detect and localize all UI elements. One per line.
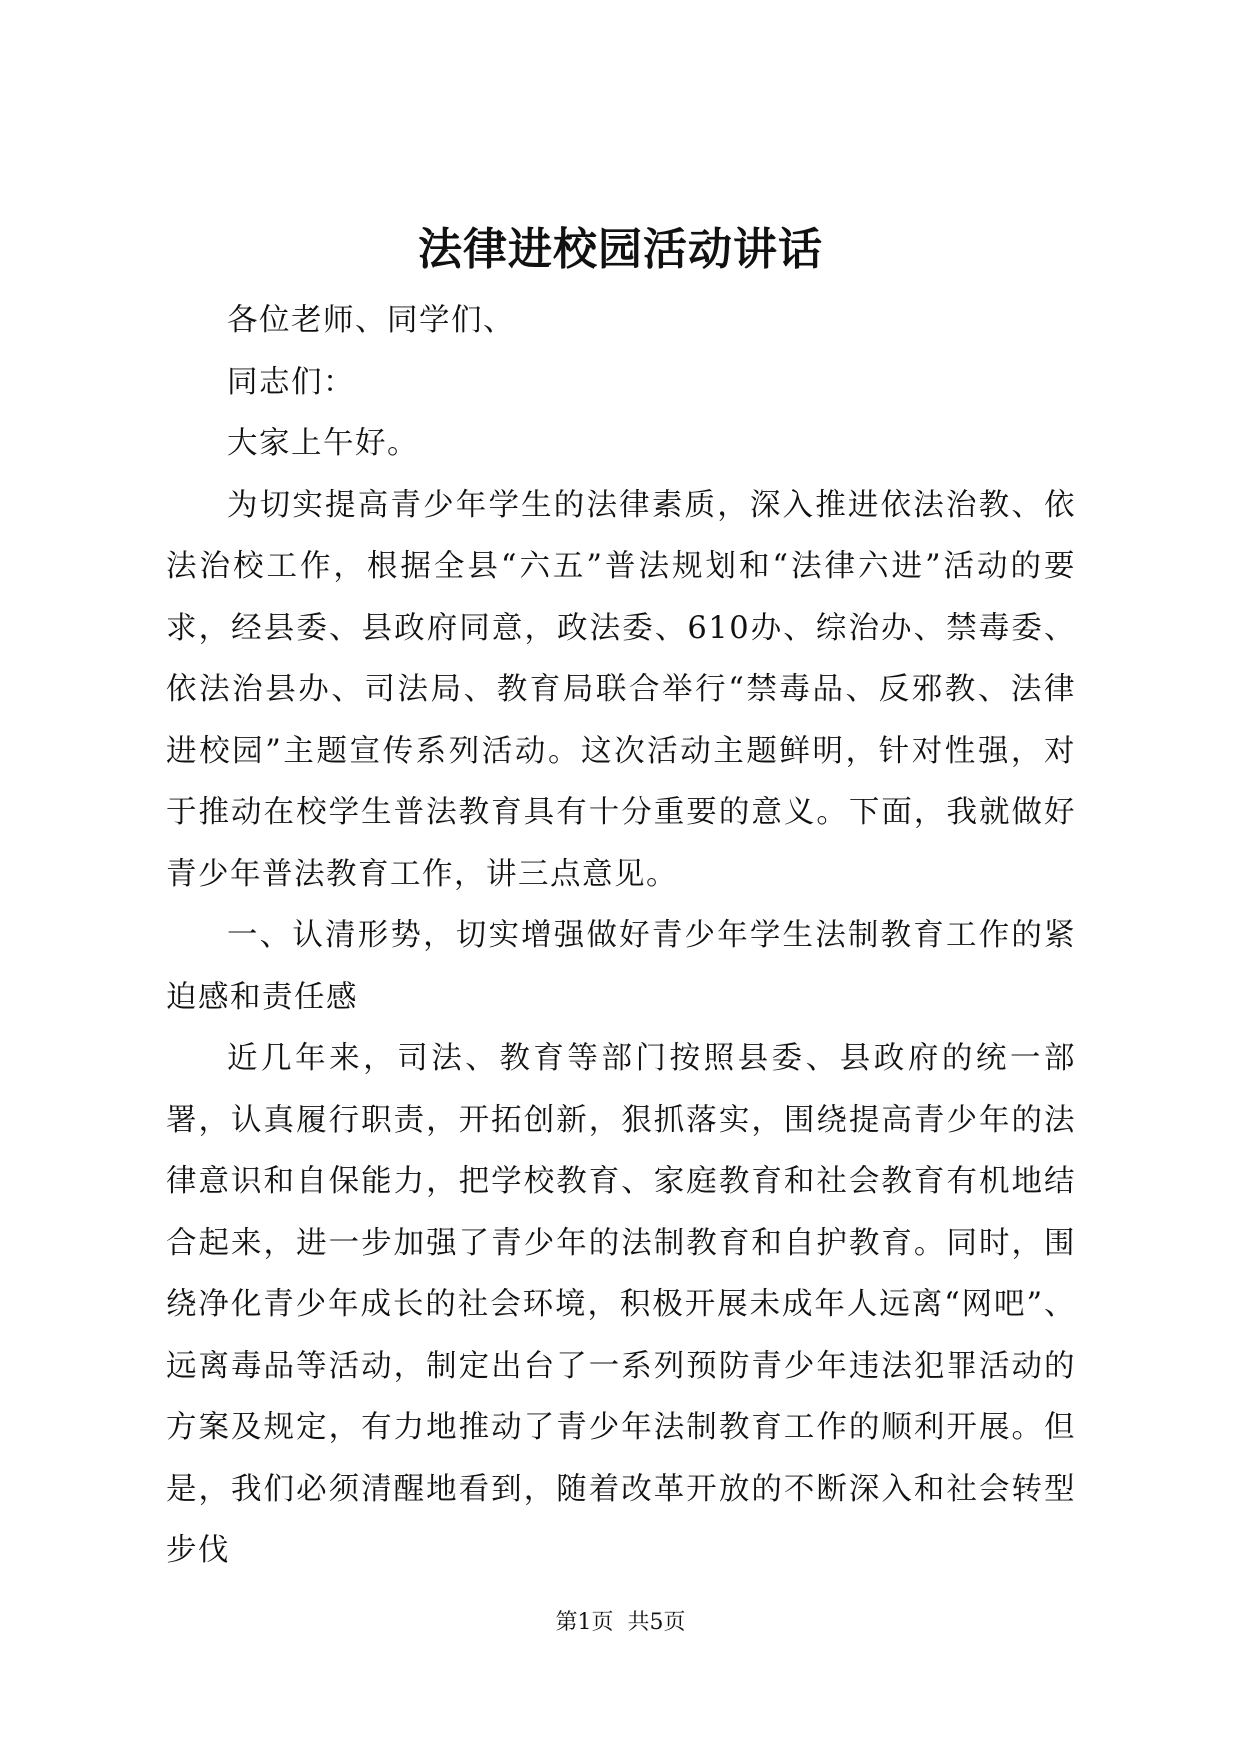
section-heading-1: 一、认清形势，切实增强做好青少年学生法制教育工作的紧迫感和责任感 (166, 918, 1076, 1015)
page-suffix: 页 (591, 1610, 614, 1635)
total-prefix: 共 (627, 1610, 650, 1635)
intro-paragraph: 为切实提高青少年学生的法律素质，深入推进依法治教、依法治校工作，根据全县“六五”普法规划和“法律六进”活动的要求，经县委、县政府同意，政法委、610办、综治办、禁毒委、依法治县办、司法局、教育局联合举行“禁毒品、反邪教、法律进校园”主题宣传系列活动。这次活动主题鲜明，针对性强，对于推动在校学生普法教育具有十分重要的意义。下面，我就做好青少年普法教育工作，讲三点意见。 (166, 487, 1076, 892)
total-pages-number: 5 (649, 1610, 664, 1635)
document-title: 法律进校园活动讲话 (418, 224, 823, 275)
body-paragraph: 近几年来，司法、教育等部门按照县委、县政府的统一部署，认真履行职责，开拓创新，狠抓落实，围绕提高青少年的法律意识和自保能力，把学校教育、家庭教育和社会教育有机地结合起来，进一步加强了青少年的法制教育和自护教育。同时，围绕净化青少年成长的社会环境，积极开展未成年人远离“网吧”、远离毒品等活动，制定出台了一系列预防青少年违法犯罪活动的方案及规定，有力地推动了青少年法制教育工作的顺利开展。但是，我们必须清醒地看到，随着改革开放的不断深入和社会转型步伐 (166, 1041, 1076, 1568)
current-page-number: 1 (577, 1610, 592, 1635)
salutation-line-2: 同志们： (227, 364, 355, 400)
page-footer (0, 1608, 1241, 1638)
page-prefix: 第 (555, 1610, 578, 1635)
greeting-line: 大家上午好。 (227, 426, 419, 461)
salutation-line-1: 各位老师、同学们、 (227, 303, 515, 338)
document-body (166, 290, 1076, 1582)
total-suffix: 页 (663, 1610, 686, 1635)
